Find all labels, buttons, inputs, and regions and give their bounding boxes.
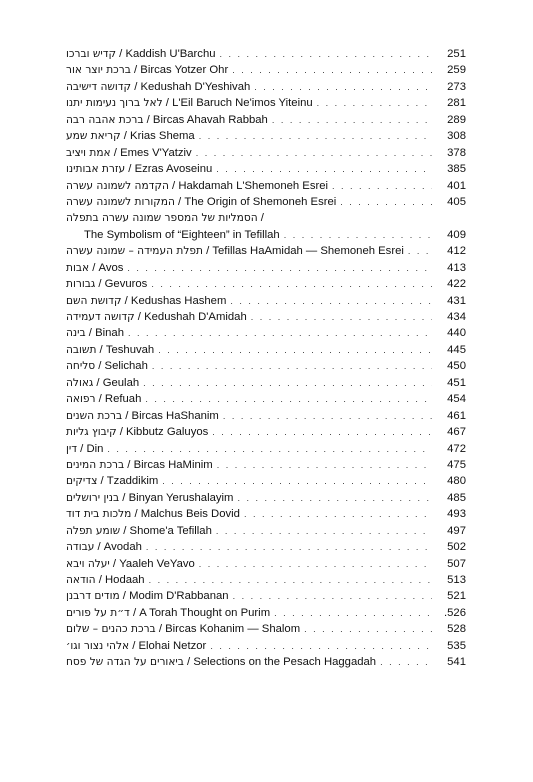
toc-entry[interactable] <box>66 293 466 309</box>
dot-leader <box>128 325 432 341</box>
dot-leader <box>304 621 432 637</box>
english-title: Bircas HaShanim <box>131 409 219 422</box>
toc-entry[interactable] <box>66 506 466 522</box>
english-title: Geulah <box>102 376 140 389</box>
english-title: Gevuros <box>104 278 148 291</box>
toc-entry[interactable] <box>66 457 466 473</box>
dot-leader <box>158 342 432 358</box>
title-separator: / <box>131 508 141 521</box>
hebrew-title: קריאת שמע <box>66 130 121 143</box>
title-separator: / <box>110 146 121 159</box>
toc-entry-title <box>66 293 226 309</box>
toc-entry-title <box>66 342 154 358</box>
title-separator: / <box>93 376 103 389</box>
title-separator: / <box>124 458 134 471</box>
toc-entry-title <box>66 276 147 292</box>
english-title: Yaaleh VeYavo <box>119 557 195 570</box>
toc-entry[interactable] <box>66 572 466 588</box>
toc-entry-title <box>66 325 124 341</box>
title-separator: / <box>162 97 173 110</box>
title-separator: / <box>134 311 145 323</box>
title-separator: / <box>85 327 96 340</box>
hebrew-title: גבורות <box>66 278 96 291</box>
title-separator: / <box>129 639 139 652</box>
english-title: Krias Shema <box>130 130 195 143</box>
dot-leader <box>145 391 432 407</box>
page-number: 289 <box>447 113 466 126</box>
page-number: 451 <box>447 376 466 389</box>
title-separator: / <box>119 590 130 603</box>
toc-entry[interactable] <box>66 342 466 358</box>
hebrew-title: קדושת השם <box>66 294 122 307</box>
hebrew-title: דין <box>66 442 78 455</box>
dot-leader <box>272 112 432 128</box>
english-title: Bircas HaMinim <box>133 458 213 471</box>
toc-entry-title <box>84 227 280 243</box>
toc-entry-title <box>66 112 268 128</box>
dot-leader <box>146 539 432 555</box>
english-title: The Origin of Shemoneh Esrei <box>184 195 337 208</box>
dot-leader <box>230 293 432 309</box>
title-separator: / <box>143 113 153 126</box>
toc-entry[interactable] <box>66 243 466 259</box>
english-title: Modim D'Rabbanan <box>129 590 229 603</box>
title-separator: / <box>131 80 141 93</box>
english-title: Avos <box>98 261 124 274</box>
page-number: 507 <box>447 557 466 570</box>
english-title: Bircas Yotzer Ohr <box>140 64 229 77</box>
toc-entry-title <box>66 408 219 424</box>
hebrew-title: תפלת העמידה – שמונה עשרה <box>66 245 203 258</box>
toc-entry[interactable] <box>66 358 466 374</box>
page-number: 472 <box>447 442 466 455</box>
toc-entry-title <box>66 243 404 259</box>
english-title: L'Eil Baruch Ne'imos Yiteinu <box>172 97 313 110</box>
english-title: Tzaddikim <box>106 475 159 488</box>
toc-entry-title <box>66 62 228 78</box>
english-title: Emes V'Yatziv <box>120 146 192 159</box>
toc-entry-title <box>66 391 141 407</box>
title-separator: / <box>155 623 166 636</box>
toc-entry[interactable] <box>66 178 466 194</box>
page-number: 521 <box>447 590 466 603</box>
hebrew-title: בנין ירושלים <box>66 491 120 504</box>
dot-leader <box>216 161 432 177</box>
dot-leader <box>199 556 432 572</box>
page-number: 401 <box>447 179 466 192</box>
toc-entry[interactable] <box>66 441 466 457</box>
english-title: Kedushas Hashem <box>130 294 227 307</box>
toc-entry-title <box>66 556 195 572</box>
hebrew-title: קיבוץ גליות <box>66 426 117 439</box>
dot-leader <box>408 243 432 259</box>
page-number: 454 <box>447 393 466 406</box>
page-number: 450 <box>447 360 466 373</box>
english-title: Bircas Kohanim — Shalom <box>165 623 301 636</box>
english-title: Shome'a Tefillah <box>129 524 212 537</box>
hebrew-title: ברכת כהנים – שלום <box>66 623 156 636</box>
toc-entry-title <box>66 375 139 391</box>
toc-entry[interactable] <box>66 210 466 226</box>
toc-entry[interactable] <box>66 161 466 177</box>
toc-entry[interactable] <box>66 424 466 440</box>
toc-entry[interactable] <box>66 128 466 144</box>
title-separator: / <box>97 475 107 488</box>
table-of-contents <box>66 46 466 671</box>
toc-entry-title <box>66 457 213 473</box>
toc-entry-title <box>66 424 208 440</box>
dot-leader <box>380 654 432 670</box>
page-number: 412 <box>447 245 466 258</box>
page-number: .526 <box>444 606 466 619</box>
page-number: 485 <box>447 491 466 504</box>
toc-entry-title <box>66 161 212 177</box>
dot-leader <box>152 358 432 374</box>
english-title: Din <box>86 442 104 455</box>
page-number: 409 <box>447 228 466 241</box>
hebrew-title: אמת ויציב <box>66 146 111 159</box>
hebrew-title: המקורות לשמונה עשרה <box>66 195 175 208</box>
toc-entry[interactable] <box>66 95 466 111</box>
title-separator: / <box>121 294 131 307</box>
english-title: Selichah <box>104 360 148 373</box>
toc-entry-title <box>66 128 195 144</box>
hebrew-title: ברכת השנים <box>66 409 123 422</box>
english-title: Kedushah D'Amidah <box>144 311 247 323</box>
page-number: 528 <box>447 623 466 636</box>
toc-entry[interactable] <box>66 638 466 654</box>
english-title: Ezras Avoseinu <box>134 163 213 176</box>
title-separator: / <box>116 48 126 60</box>
title-separator: / <box>125 163 135 176</box>
hebrew-title: בינה <box>66 327 86 340</box>
toc-entry[interactable] <box>66 227 466 243</box>
dot-leader <box>210 638 432 654</box>
page-number: 273 <box>447 80 466 93</box>
page-number: 541 <box>447 656 466 669</box>
hebrew-title: מודים דרבנן <box>66 590 120 603</box>
toc-entry[interactable] <box>66 523 466 539</box>
page-number: 467 <box>447 426 466 439</box>
page-number: 497 <box>447 524 466 537</box>
english-title: A Torah Thought on Purim <box>139 606 271 619</box>
dot-leader <box>340 194 432 210</box>
page-number: 440 <box>447 327 466 340</box>
hebrew-title: ברכת יוצר אור <box>66 64 131 77</box>
toc-entry-title <box>66 358 148 374</box>
page-number: 535 <box>447 639 466 652</box>
hebrew-title: רפואה <box>66 393 96 406</box>
toc-entry[interactable] <box>66 309 466 325</box>
hebrew-title: אלהי נצור וגו׳ <box>66 639 130 652</box>
hebrew-title: לאל ברוך נעימות יתנו <box>66 97 163 110</box>
page-number: 378 <box>447 146 466 159</box>
dot-leader <box>196 145 432 161</box>
title-separator: / <box>202 245 213 258</box>
hebrew-title: הקדמה לשמונה עשרה <box>66 179 169 192</box>
page-number: 513 <box>447 574 466 586</box>
dot-leader <box>251 309 432 325</box>
page-number: 405 <box>447 195 466 208</box>
dot-leader <box>254 79 432 95</box>
hebrew-title: ברכת המינים <box>66 458 125 471</box>
english-title: Hakdamah L'Shemoneh Esrei <box>178 179 329 192</box>
title-separator: / <box>95 393 105 406</box>
hebrew-title: הסמליות של המספר שמונה עשרה בתפלה <box>66 212 258 225</box>
english-title: Kedushah D'Yeshivah <box>140 80 251 93</box>
toc-entry-title <box>66 523 212 539</box>
english-title: Avodah <box>103 541 142 554</box>
toc-entry[interactable] <box>66 588 466 604</box>
toc-entry[interactable] <box>66 539 466 555</box>
title-separator: / <box>95 360 105 373</box>
title-separator: / <box>94 541 104 554</box>
toc-entry-title <box>66 621 300 637</box>
dot-leader <box>162 473 432 489</box>
page-number: 431 <box>447 294 466 307</box>
dot-leader <box>317 95 432 111</box>
hebrew-title: עזרת אבותינו <box>66 163 126 176</box>
title-separator: / <box>77 442 87 455</box>
toc-entry[interactable] <box>66 112 466 128</box>
dot-leader <box>199 128 432 144</box>
dot-leader <box>244 506 432 522</box>
page-number: 502 <box>447 541 466 554</box>
toc-entry[interactable] <box>66 473 466 489</box>
toc-entry-title <box>66 46 216 62</box>
page-number: 251 <box>447 48 466 60</box>
toc-entry-title <box>66 638 206 654</box>
dot-leader <box>151 276 432 292</box>
page-number: 434 <box>447 311 466 323</box>
toc-entry-title <box>66 79 250 95</box>
english-title: Teshuvah <box>105 343 155 356</box>
dot-leader <box>274 605 432 621</box>
hebrew-title: יעלה ויבא <box>66 557 110 570</box>
toc-entry[interactable] <box>66 79 466 95</box>
hebrew-title: מלכות בית דוד <box>66 508 132 521</box>
toc-entry-title <box>66 539 142 555</box>
title-separator: / <box>120 524 130 537</box>
page-number: 422 <box>447 278 466 291</box>
hebrew-title: ד״ת על פורים <box>66 606 130 619</box>
hebrew-title: סליחה <box>66 360 96 373</box>
english-title: Elohai Netzor <box>138 639 207 652</box>
hebrew-title: צדיקים <box>66 475 98 488</box>
dot-leader <box>332 178 432 194</box>
english-title: Refuah <box>104 393 142 406</box>
title-separator: / <box>122 409 132 422</box>
english-title: Bircas Ahavah Rabbah <box>152 113 268 126</box>
title-separator: / <box>120 130 131 143</box>
hebrew-title: ברכת אהבה רבה <box>66 113 144 126</box>
title-separator: / <box>129 606 140 619</box>
toc-entry-title <box>66 441 103 457</box>
dot-leader <box>212 424 432 440</box>
toc-entry[interactable] <box>66 260 466 276</box>
hebrew-title: הודאה <box>66 574 96 586</box>
title-separator: / <box>183 656 194 669</box>
dot-leader <box>149 572 432 588</box>
toc-entry-title <box>66 95 313 111</box>
toc-entry[interactable] <box>66 408 466 424</box>
title-separator: / <box>119 491 129 504</box>
title-separator: / <box>96 343 106 356</box>
english-title: Kaddish U'Barchu <box>125 48 216 60</box>
toc-entry[interactable] <box>66 62 466 78</box>
title-separator: / <box>257 212 264 225</box>
hebrew-title: ביאורים על הגדה של פסח <box>66 656 184 669</box>
toc-entry[interactable] <box>66 490 466 506</box>
page-number: 493 <box>447 508 466 521</box>
dot-leader <box>216 523 432 539</box>
toc-entry[interactable] <box>66 276 466 292</box>
page-number: 308 <box>447 130 466 143</box>
toc-entry-title <box>66 473 158 489</box>
toc-entry-title <box>66 260 123 276</box>
toc-entry-title <box>66 210 264 226</box>
page-number: 413 <box>447 261 466 274</box>
toc-entry[interactable] <box>66 556 466 572</box>
hebrew-title: גאולה <box>66 376 94 389</box>
dot-leader <box>107 441 432 457</box>
page-number: 480 <box>447 475 466 488</box>
english-title: Binyan Yerushalayim <box>128 491 234 504</box>
dot-leader <box>220 46 432 62</box>
toc-entry-title <box>66 309 247 325</box>
toc-entry-title <box>66 588 229 604</box>
toc-entry[interactable] <box>66 654 466 670</box>
page-number: 475 <box>447 458 466 471</box>
page-number: 385 <box>447 163 466 176</box>
page-number: 461 <box>447 409 466 422</box>
title-separator: / <box>89 261 99 274</box>
toc-entry[interactable] <box>66 605 466 621</box>
toc-entry-title <box>66 572 145 588</box>
dot-leader <box>127 260 432 276</box>
dot-leader <box>143 375 432 391</box>
hebrew-title: תשובה <box>66 343 97 356</box>
dot-leader <box>232 62 432 78</box>
english-title: Hodaah <box>105 574 145 586</box>
hebrew-title: שומע תפלה <box>66 524 121 537</box>
dot-leader <box>284 227 432 243</box>
title-separator: / <box>116 426 127 439</box>
toc-entry-title <box>66 178 328 194</box>
title-separator: / <box>174 195 185 208</box>
hebrew-title: אבות <box>66 261 90 274</box>
toc-entry[interactable] <box>66 46 466 62</box>
toc-entry[interactable] <box>66 621 466 637</box>
title-separator: / <box>95 278 105 291</box>
dot-leader <box>237 490 432 506</box>
toc-entry-title <box>66 145 192 161</box>
toc-entry[interactable] <box>66 375 466 391</box>
page-number: 445 <box>447 343 466 356</box>
hebrew-title: קדושה דעמידה <box>66 311 135 323</box>
title-separator: / <box>130 64 141 77</box>
hebrew-title: קדיש וברכו <box>66 48 117 60</box>
toc-entry-title <box>66 506 240 522</box>
page-number: 259 <box>447 64 466 77</box>
english-title: Kibbutz Galuyos <box>126 426 209 439</box>
title-separator: / <box>95 574 106 586</box>
hebrew-title: קדושה דישיבה <box>66 80 132 93</box>
english-title: Binah <box>95 327 124 340</box>
toc-entry[interactable] <box>66 391 466 407</box>
toc-entry-title <box>66 605 270 621</box>
english-title: Selections on the Pesach Haggadah <box>193 656 377 669</box>
toc-entry-title <box>66 654 376 670</box>
english-title: The Symbolism of “Eighteen” in Tefillah <box>84 228 280 241</box>
toc-entry[interactable] <box>66 145 466 161</box>
toc-entry-title <box>66 194 336 210</box>
dot-leader <box>233 588 432 604</box>
english-title: Tefillas HaAmidah — Shemoneh Esrei <box>212 245 404 258</box>
page-number: 281 <box>447 97 466 110</box>
dot-leader <box>217 457 432 473</box>
toc-entry[interactable] <box>66 194 466 210</box>
toc-entry[interactable] <box>66 325 466 341</box>
english-title: Malchus Beis Dovid <box>140 508 240 521</box>
title-separator: / <box>109 557 120 570</box>
dot-leader <box>223 408 432 424</box>
hebrew-title: עבודה <box>66 541 95 554</box>
title-separator: / <box>168 179 179 192</box>
toc-entry-title <box>66 490 233 506</box>
